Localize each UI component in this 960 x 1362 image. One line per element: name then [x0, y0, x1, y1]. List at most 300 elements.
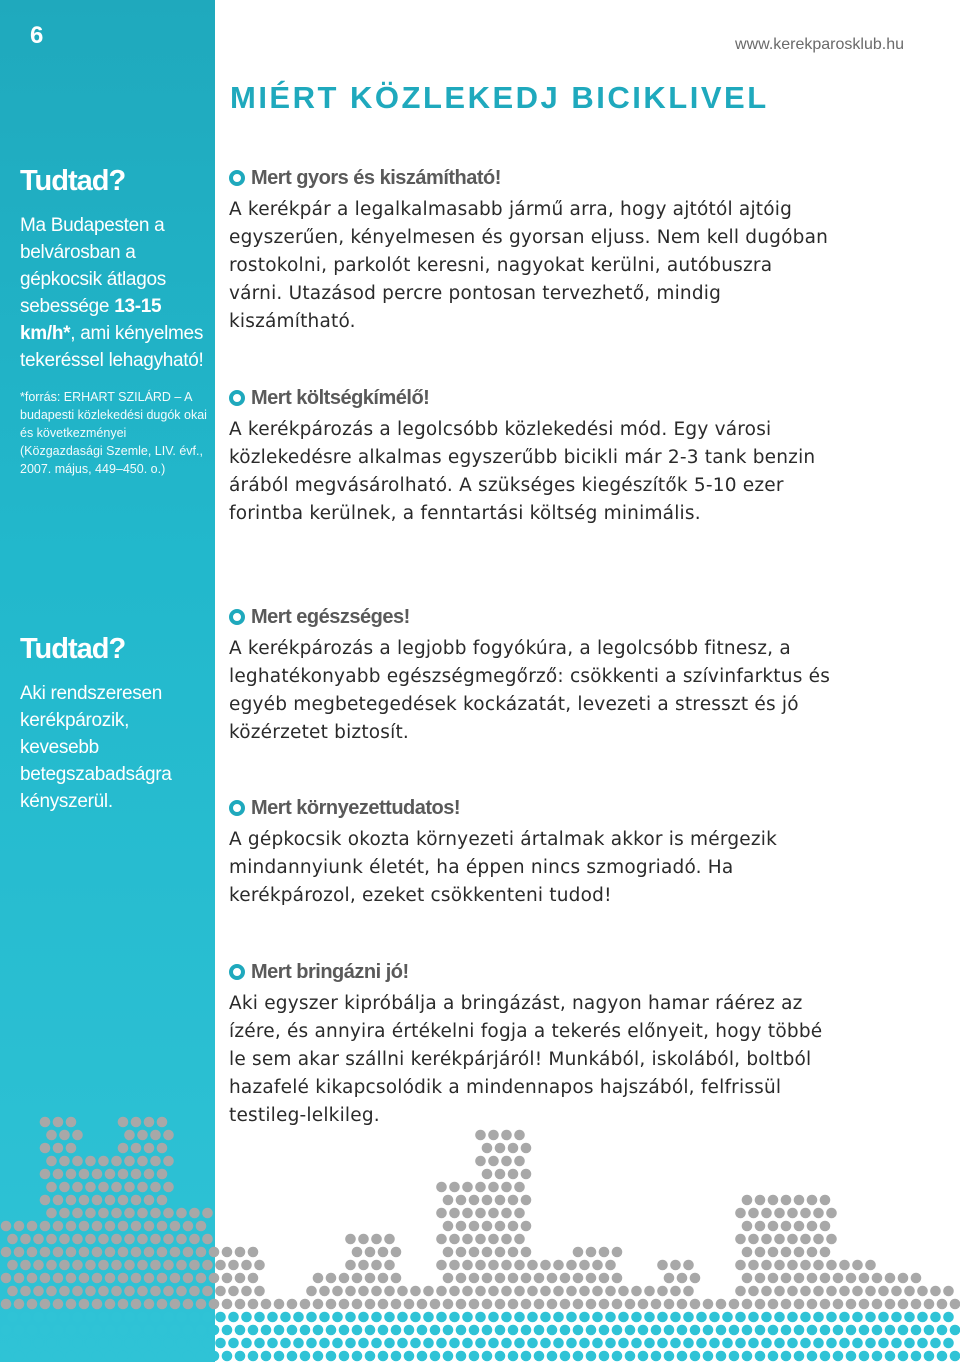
skyline-dot: [150, 1234, 161, 1245]
skyline-dot: [586, 1325, 597, 1336]
skyline-dot: [384, 1312, 395, 1323]
skyline-dot: [46, 1234, 57, 1245]
tip-title: Tudtad?: [20, 165, 126, 197]
skyline-dot: [456, 1273, 467, 1284]
skyline-dot: [293, 1312, 304, 1323]
skyline-dot: [521, 1169, 532, 1180]
skyline-dot: [1, 1299, 12, 1310]
skyline-dot: [586, 1273, 597, 1284]
skyline-dot: [553, 1338, 564, 1349]
skyline-dot: [326, 1273, 337, 1284]
skyline-dot: [514, 1312, 525, 1323]
skyline-dot: [436, 1234, 447, 1245]
skyline-dot: [27, 1247, 38, 1258]
skyline-dot: [241, 1312, 252, 1323]
skyline-dot: [807, 1351, 818, 1362]
skyline-dot: [59, 1156, 70, 1167]
dotted-city-skyline-icon: [0, 1100, 960, 1362]
skyline-dot: [813, 1260, 824, 1271]
skyline-dot: [183, 1351, 194, 1362]
skyline-dot: [547, 1273, 558, 1284]
skyline-dot: [703, 1325, 714, 1336]
skyline-dot: [131, 1221, 142, 1232]
skyline-dot: [891, 1286, 902, 1297]
skyline-dot: [332, 1286, 343, 1297]
section-title: Mert környezettudatos!: [251, 796, 461, 819]
skyline-dot: [137, 1130, 148, 1141]
skyline-dot: [79, 1221, 90, 1232]
skyline-dot: [53, 1195, 64, 1206]
skyline-dot: [774, 1234, 785, 1245]
skyline-dot: [59, 1338, 70, 1349]
skyline-dot: [66, 1117, 77, 1128]
skyline-dot: [170, 1247, 181, 1258]
skyline-dot: [358, 1338, 369, 1349]
skyline-dot: [378, 1325, 389, 1336]
skyline-dot: [495, 1325, 506, 1336]
skyline-dot: [768, 1195, 779, 1206]
skyline-dot: [27, 1325, 38, 1336]
skyline-dot: [111, 1260, 122, 1271]
skyline-dot: [46, 1312, 57, 1323]
skyline-dot: [839, 1312, 850, 1323]
skyline-dot: [573, 1273, 584, 1284]
skyline-dot: [456, 1325, 467, 1336]
skyline-dot: [735, 1260, 746, 1271]
skyline-dot: [735, 1312, 746, 1323]
section-cost: [229, 386, 831, 528]
skyline-dot: [514, 1130, 525, 1141]
skyline-dot: [59, 1260, 70, 1271]
skyline-dot: [66, 1195, 77, 1206]
skyline-dot: [157, 1247, 168, 1258]
skyline-dot: [352, 1247, 363, 1258]
skyline-dot: [930, 1286, 941, 1297]
skyline-dot: [716, 1325, 727, 1336]
skyline-dot: [508, 1221, 519, 1232]
skyline-dot: [124, 1234, 135, 1245]
skyline-dot: [131, 1195, 142, 1206]
skyline-dot: [404, 1299, 415, 1310]
skyline-dot: [488, 1312, 499, 1323]
skyline-dot: [807, 1247, 818, 1258]
tip-box-speed: [20, 165, 208, 478]
section-environment: [229, 796, 831, 910]
skyline-dot: [53, 1169, 64, 1180]
skyline-dot: [514, 1260, 525, 1271]
skyline-dot: [462, 1208, 473, 1219]
skyline-dot: [313, 1299, 324, 1310]
skyline-dot: [729, 1351, 740, 1362]
skyline-dot: [820, 1351, 831, 1362]
skyline-dot: [482, 1195, 493, 1206]
skyline-dot: [826, 1286, 837, 1297]
bullet-ring-icon: [229, 800, 245, 816]
skyline-dot: [781, 1247, 792, 1258]
skyline-dot: [566, 1260, 577, 1271]
skyline-dot: [781, 1325, 792, 1336]
skyline-dot: [196, 1325, 207, 1336]
skyline-dot: [612, 1247, 623, 1258]
skyline-dot: [781, 1299, 792, 1310]
skyline-dot: [137, 1260, 148, 1271]
skyline-dot: [66, 1143, 77, 1154]
skyline-dot: [300, 1351, 311, 1362]
skyline-dot: [332, 1312, 343, 1323]
skyline-dot: [508, 1195, 519, 1206]
skyline-dot: [170, 1221, 181, 1232]
skyline-dot: [397, 1338, 408, 1349]
skyline-dot: [800, 1338, 811, 1349]
skyline-dot: [482, 1273, 493, 1284]
skyline-dot: [755, 1351, 766, 1362]
skyline-dot: [488, 1338, 499, 1349]
skyline-dot: [683, 1338, 694, 1349]
skyline-dot: [352, 1299, 363, 1310]
skyline-dot: [605, 1260, 616, 1271]
skyline-dot: [183, 1273, 194, 1284]
skyline-dot: [800, 1286, 811, 1297]
skyline-dot: [787, 1338, 798, 1349]
skyline-dot: [748, 1234, 759, 1245]
skyline-dot: [105, 1299, 116, 1310]
skyline-dot: [657, 1286, 668, 1297]
skyline-dot: [163, 1234, 174, 1245]
skyline-dot: [748, 1286, 759, 1297]
skyline-dot: [280, 1338, 291, 1349]
skyline-dot: [508, 1247, 519, 1258]
skyline-dot: [124, 1312, 135, 1323]
skyline-dot: [644, 1286, 655, 1297]
skyline-dot: [742, 1221, 753, 1232]
skyline-dot: [274, 1351, 285, 1362]
skyline-dot: [423, 1338, 434, 1349]
skyline-dot: [345, 1338, 356, 1349]
skyline-dot: [59, 1208, 70, 1219]
skyline-dot: [417, 1299, 428, 1310]
skyline-dot: [111, 1338, 122, 1349]
skyline-dot: [677, 1299, 688, 1310]
skyline-dot: [157, 1221, 168, 1232]
skyline-dot: [820, 1195, 831, 1206]
skyline-dot: [787, 1312, 798, 1323]
skyline-dot: [7, 1234, 18, 1245]
skyline-dot: [163, 1208, 174, 1219]
skyline-dot: [950, 1325, 960, 1336]
skyline-dot: [423, 1312, 434, 1323]
skyline-dot: [534, 1351, 545, 1362]
skyline-dot: [124, 1286, 135, 1297]
skyline-dot: [592, 1260, 603, 1271]
section-title: Mert gyors és kiszámítható!: [251, 166, 501, 189]
section-fast: [229, 166, 831, 336]
skyline-dot: [807, 1195, 818, 1206]
skyline-dot: [898, 1325, 909, 1336]
skyline-dot: [839, 1286, 850, 1297]
skyline-dot: [664, 1325, 675, 1336]
skyline-dot: [404, 1351, 415, 1362]
section-text: A kerékpározás a legolcsóbb közlekedési mód. Egy városi közlekedésre alkalmas egyszerűbb bicikli már 2-3 tank benzin árából megvásárolható. A szükséges kiegészítők 5-10 ezer forintba kerülnek, a fenntartási költség minimális.: [229, 419, 816, 524]
skyline-dot: [241, 1286, 252, 1297]
skyline-dot: [92, 1351, 103, 1362]
skyline-dot: [807, 1273, 818, 1284]
skyline-dot: [547, 1325, 558, 1336]
skyline-dot: [33, 1234, 44, 1245]
skyline-dot: [683, 1286, 694, 1297]
skyline-dot: [300, 1299, 311, 1310]
skyline-dot: [521, 1325, 532, 1336]
skyline-dot: [20, 1286, 31, 1297]
skyline-dot: [807, 1299, 818, 1310]
skyline-dot: [365, 1299, 376, 1310]
skyline-dot: [826, 1312, 837, 1323]
skyline-dot: [768, 1351, 779, 1362]
skyline-dot: [475, 1286, 486, 1297]
skyline-dot: [651, 1351, 662, 1362]
skyline-dot: [339, 1325, 350, 1336]
skyline-dot: [371, 1260, 382, 1271]
skyline-dot: [508, 1299, 519, 1310]
skyline-dot: [495, 1299, 506, 1310]
skyline-dot: [846, 1273, 857, 1284]
skyline-dot: [144, 1117, 155, 1128]
skyline-dot: [144, 1273, 155, 1284]
skyline-dot: [592, 1338, 603, 1349]
skyline-dot: [79, 1325, 90, 1336]
tip-source-note: *forrás: ERHART SZILÁRD – A budapesti közlekedési dugók okai és következményei (Közgazdasági Szemle, LIV. évf., 2007. május, 449–450. o.): [20, 390, 207, 476]
skyline-dot: [462, 1338, 473, 1349]
skyline-dot: [436, 1312, 447, 1323]
skyline-dot: [508, 1325, 519, 1336]
skyline-dot: [911, 1273, 922, 1284]
skyline-dot: [527, 1286, 538, 1297]
skyline-dot: [33, 1260, 44, 1271]
skyline-dot: [794, 1351, 805, 1362]
skyline-dot: [79, 1273, 90, 1284]
skyline-dot: [235, 1247, 246, 1258]
skyline-dot: [339, 1273, 350, 1284]
skyline-dot: [800, 1312, 811, 1323]
skyline-dot: [566, 1286, 577, 1297]
skyline-dot: [482, 1169, 493, 1180]
skyline-dot: [326, 1299, 337, 1310]
skyline-dot: [53, 1143, 64, 1154]
skyline-dot: [501, 1208, 512, 1219]
skyline-dot: [46, 1260, 57, 1271]
skyline-dot: [488, 1182, 499, 1193]
skyline-dot: [332, 1338, 343, 1349]
skyline-dot: [833, 1299, 844, 1310]
skyline-dot: [794, 1221, 805, 1232]
skyline-dot: [618, 1286, 629, 1297]
skyline-dot: [53, 1247, 64, 1258]
skyline-dot: [813, 1234, 824, 1245]
skyline-dot: [774, 1312, 785, 1323]
skyline-dot: [163, 1338, 174, 1349]
skyline-dot: [488, 1234, 499, 1245]
skyline-dot: [514, 1156, 525, 1167]
skyline-dot: [72, 1156, 83, 1167]
skyline-dot: [352, 1325, 363, 1336]
skyline-dot: [150, 1260, 161, 1271]
skyline-dot: [209, 1273, 220, 1284]
skyline-dot: [794, 1299, 805, 1310]
skyline-dot: [20, 1234, 31, 1245]
skyline-dot: [430, 1325, 441, 1336]
skyline-dot: [118, 1169, 129, 1180]
section-text: Aki egyszer kipróbálja a bringázást, nagyon hamar ráérez az ízére, és annyira értékelni fogja a tekerés előnyeit, hogy többé le sem akar szállni kerékpárjáról! Munkából, iskolából, boltból hazafelé kikapcsolódik a mindennapos hajszából, felfrissül testileg-lelkileg.: [229, 993, 823, 1126]
skyline-dot: [852, 1312, 863, 1323]
skyline-dot: [163, 1312, 174, 1323]
skyline-dot: [72, 1338, 83, 1349]
skyline-dot: [111, 1286, 122, 1297]
skyline-dot: [443, 1325, 454, 1336]
skyline-dot: [66, 1247, 77, 1258]
skyline-dot: [150, 1208, 161, 1219]
skyline-dot: [612, 1299, 623, 1310]
skyline-dot: [651, 1299, 662, 1310]
skyline-dot: [157, 1143, 168, 1154]
skyline-dot: [79, 1169, 90, 1180]
skyline-dot: [670, 1260, 681, 1271]
skyline-dot: [66, 1273, 77, 1284]
skyline-dot: [924, 1325, 935, 1336]
skyline-dot: [703, 1299, 714, 1310]
skyline-dot: [716, 1299, 727, 1310]
skyline-dot: [124, 1338, 135, 1349]
skyline-dot: [196, 1247, 207, 1258]
skyline-dot: [163, 1182, 174, 1193]
skyline-dot: [911, 1325, 922, 1336]
skyline-dot: [638, 1325, 649, 1336]
skyline-dot: [521, 1299, 532, 1310]
skyline-dot: [462, 1234, 473, 1245]
skyline-dot: [417, 1325, 428, 1336]
skyline-dot: [495, 1195, 506, 1206]
skyline-dot: [677, 1273, 688, 1284]
skyline-dot: [293, 1338, 304, 1349]
skyline-dot: [378, 1247, 389, 1258]
skyline-dot: [85, 1312, 96, 1323]
skyline-dot: [495, 1143, 506, 1154]
skyline-dot: [183, 1325, 194, 1336]
skyline-dot: [846, 1299, 857, 1310]
skyline-dot: [449, 1234, 460, 1245]
skyline-dot: [248, 1247, 259, 1258]
skyline-dot: [391, 1247, 402, 1258]
skyline-dot: [826, 1260, 837, 1271]
skyline-dot: [118, 1117, 129, 1128]
skyline-dot: [215, 1286, 226, 1297]
skyline-dot: [761, 1208, 772, 1219]
skyline-dot: [774, 1286, 785, 1297]
skyline-dot: [137, 1338, 148, 1349]
skyline-dot: [14, 1247, 25, 1258]
skyline-dot: [443, 1273, 454, 1284]
skyline-dot: [131, 1247, 142, 1258]
skyline-dot: [105, 1247, 116, 1258]
skyline-dot: [521, 1247, 532, 1258]
skyline-dot: [904, 1338, 915, 1349]
skyline-dot: [59, 1312, 70, 1323]
skyline-dot: [53, 1325, 64, 1336]
skyline-dot: [579, 1338, 590, 1349]
skyline-dot: [274, 1325, 285, 1336]
skyline-dot: [469, 1325, 480, 1336]
skyline-dot: [527, 1338, 538, 1349]
skyline-dot: [774, 1260, 785, 1271]
skyline-dot: [865, 1338, 876, 1349]
skyline-dot: [696, 1338, 707, 1349]
bullet-ring-icon: [229, 964, 245, 980]
skyline-dot: [833, 1351, 844, 1362]
skyline-dot: [794, 1325, 805, 1336]
skyline-dot: [202, 1338, 213, 1349]
skyline-dot: [222, 1325, 233, 1336]
skyline-dot: [748, 1208, 759, 1219]
skyline-dot: [144, 1299, 155, 1310]
skyline-dot: [79, 1351, 90, 1362]
section-title: Mert költségkímélő!: [251, 386, 430, 409]
skyline-dot: [625, 1351, 636, 1362]
skyline-dot: [436, 1338, 447, 1349]
tip-body-text: Ma Budapesten a belvárosban a gépkocsik átlagos sebessége: [20, 215, 166, 317]
skyline-dot: [150, 1286, 161, 1297]
skyline-dot: [1, 1247, 12, 1258]
skyline-dot: [657, 1312, 668, 1323]
skyline-dot: [27, 1221, 38, 1232]
skyline-dot: [826, 1234, 837, 1245]
skyline-dot: [657, 1260, 668, 1271]
skyline-dot: [826, 1208, 837, 1219]
skyline-dot: [742, 1273, 753, 1284]
skyline-dot: [98, 1234, 109, 1245]
skyline-dot: [573, 1325, 584, 1336]
skyline-dot: [404, 1325, 415, 1336]
skyline-dot: [735, 1338, 746, 1349]
skyline-dot: [163, 1156, 174, 1167]
skyline-dot: [235, 1299, 246, 1310]
section-text: A kerékpár a legalkalmasabb jármű arra, hogy ajtótól ajtóig egyszerűen, kényelmesen és gyorsan eljuss. Nem kell dugóban rostokolni, parkolót keresni, nagyokat kerülni, autóbuszra várni. Utazásod percre pontosan tervezhető, mindig kiszámítható.: [229, 199, 829, 332]
skyline-dot: [729, 1299, 740, 1310]
skyline-dot: [768, 1273, 779, 1284]
skyline-dot: [215, 1260, 226, 1271]
skyline-dot: [46, 1156, 57, 1167]
skyline-dot: [592, 1286, 603, 1297]
skyline-dot: [807, 1325, 818, 1336]
skyline-dot: [202, 1208, 213, 1219]
skyline-dot: [131, 1143, 142, 1154]
skyline-dot: [904, 1312, 915, 1323]
skyline-dot: [111, 1208, 122, 1219]
skyline-dot: [748, 1312, 759, 1323]
skyline-dot: [755, 1247, 766, 1258]
skyline-dot: [222, 1273, 233, 1284]
skyline-dot: [456, 1299, 467, 1310]
skyline-dot: [72, 1286, 83, 1297]
skyline-dot: [456, 1247, 467, 1258]
skyline-dot: [534, 1273, 545, 1284]
skyline-dot: [579, 1286, 590, 1297]
skyline-dot: [579, 1312, 590, 1323]
skyline-dot: [378, 1273, 389, 1284]
bullet-ring-icon: [229, 609, 245, 625]
skyline-dot: [124, 1130, 135, 1141]
skyline-dot: [462, 1260, 473, 1271]
skyline-dot: [378, 1351, 389, 1362]
skyline-dot: [131, 1325, 142, 1336]
skyline-dot: [397, 1286, 408, 1297]
